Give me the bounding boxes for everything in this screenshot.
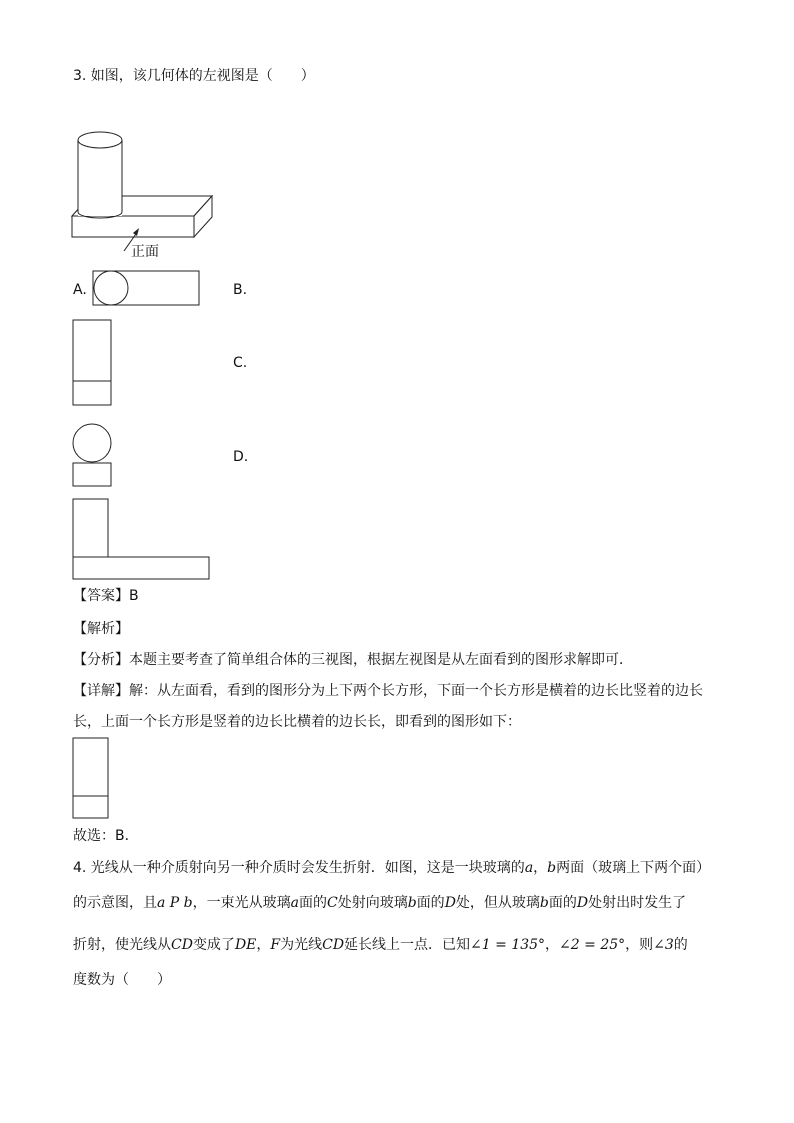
question-4-line-2: 的示意图，且a P b，一束光从玻璃a面的C处射向玻璃b面的D处，但从玻璃b面的D处射出时发生了: [73, 895, 687, 911]
analysis-detail-line-1: 【详解】解：从左面看，看到的图形分为上下两个长方形，下面一个长方形是横着的边长比竖着的边长: [73, 683, 703, 699]
question-4-line-3: 折射，使光线从CD变成了DE，F为光线CD延长线上一点．已知∠1 = 135°，∠2 = 25°，则∠3的: [73, 937, 688, 953]
option-a-label: A.: [73, 282, 87, 298]
option-b-label: B.: [233, 282, 248, 298]
question-4-line-4: 度数为（ ）: [73, 972, 171, 988]
question-4-line-1: 4. 光线从一种介质射向另一种介质时会发生折射．如图，这是一块玻璃的a，b两面（玻璃上下两个面）: [73, 860, 711, 876]
option-c-label: C.: [233, 355, 248, 371]
analysis-heading: 【解析】: [73, 621, 129, 637]
analysis-fenxi: 【分析】本题主要考查了简单组合体的三视图，根据左视图是从左面看到的图形求解即可．: [73, 652, 633, 668]
question-3-stem: 3. 如图，该几何体的左视图是（ ）: [73, 68, 315, 84]
option-d-label: D.: [233, 449, 249, 465]
analysis-conclusion: 故选：B．: [73, 828, 139, 844]
analysis-detail-line-2: 长，上面一个长方形是竖着的边长比横着的边长长，即看到的图形如下：: [73, 714, 521, 730]
answer-line: 【答案】B: [73, 588, 139, 604]
front-label: 正面: [131, 244, 159, 260]
